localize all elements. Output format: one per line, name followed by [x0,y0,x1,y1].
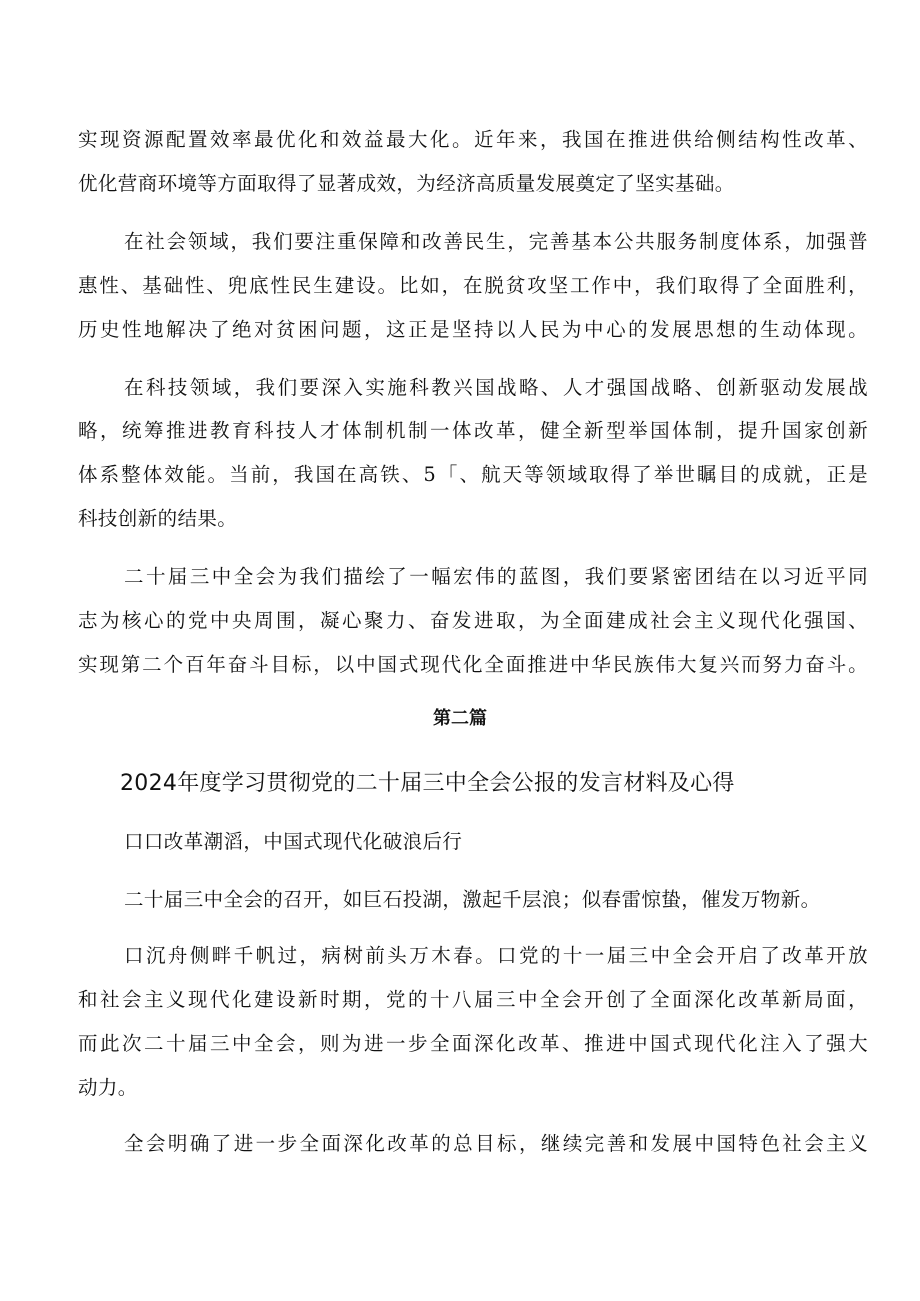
paragraph-line: 实现第二个百年奋斗目标，以中国式现代化全面推进中华民族伟大复兴而努力奋斗。 [78,653,868,676]
section-heading: 第二篇 [433,708,487,729]
paragraph-line: 略，统筹推进教育科技人才体制机制一体改革，健全新型举国体制，提升国家创新 [78,419,868,442]
paragraph-line: 优化营商环境等方面取得了显著成效，为经济高质量发展奠定了坚实基础。 [78,172,735,195]
paragraph-line: 体系整体效能。当前，我国在高铁、5「、航天等领域取得了举世瞩目的成就，正是 [78,463,868,486]
paragraph-line: 在科技领域，我们要深入实施科教兴国战略、人才强国战略、创新驱动发展战 [124,376,868,399]
paragraph-line: 口沉舟侧畔千帆过，病树前头万木春。口党的十一届三中全会开启了改革开放 [124,944,868,967]
paragraph-line: 动力。 [78,1076,138,1099]
paragraph-line: 二十届三中全会为我们描绘了一幅宏伟的蓝图，我们要紧密团结在以习近平同 [124,565,868,588]
paragraph-line: 和社会主义现代化建设新时期，党的十八届三中全会开创了全面深化改革新局面， [78,988,868,1011]
paragraph-line: 二十届三中全会的召开，如巨石投湖，激起千层浪；似春雷惊蛰，催发万物新。 [124,888,821,911]
subtitle: 口口改革潮滔，中国式现代化破浪后行 [124,830,463,853]
paragraph-line: 全会明确了进一步全面深化改革的总目标，继续完善和发展中国特色社会主义 [124,1132,868,1155]
document-title: 2024年度学习贯彻党的二十届三中全会公报的发言材料及心得 [120,771,735,796]
paragraph-line: 在社会领域，我们要注重保障和改善民生，完善基本公共服务制度体系，加强普 [124,230,868,253]
paragraph-line: 科技创新的结果。 [78,507,238,530]
paragraph-line: 实现资源配置效率最优化和效益最大化。近年来，我国在推进供给侧结构性改革、 [78,128,868,151]
paragraph-line: 历史性地解决了绝对贫困问题，这正是坚持以人民为中心的发展思想的生动体现。 [78,318,868,341]
paragraph-line: 志为核心的党中央周围，凝心聚力、奋发进取，为全面建成社会主义现代化强国、 [78,609,868,632]
paragraph-line: 惠性、基础性、兜底性民生建设。比如，在脱贫攻坚工作中，我们取得了全面胜利， [78,274,868,297]
paragraph-line: 而此次二十届三中全会，则为进一步全面深化改革、推进中国式现代化注入了强大 [78,1032,868,1055]
